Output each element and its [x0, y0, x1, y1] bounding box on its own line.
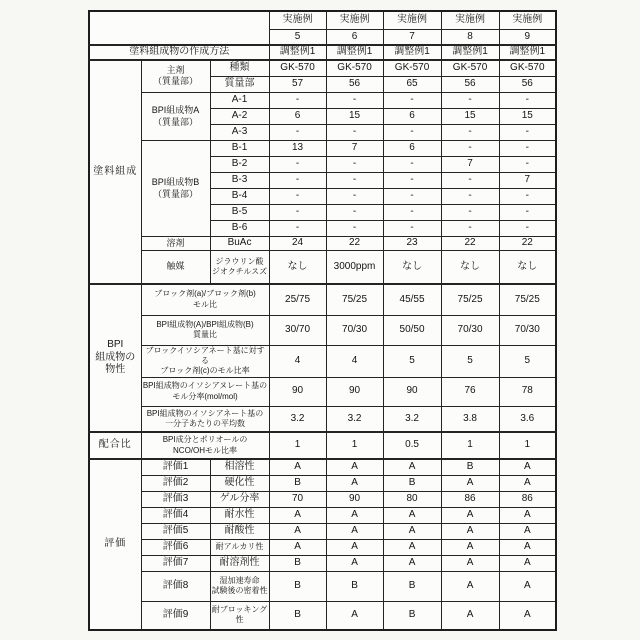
value-cell: なし: [383, 250, 441, 284]
value-cell: GK-570: [383, 60, 441, 77]
value-cell: 23: [383, 237, 441, 251]
value-cell: A: [326, 601, 383, 630]
value-cell: 70/30: [499, 315, 556, 345]
value-cell: 57: [269, 77, 326, 93]
value-cell: A: [383, 555, 441, 571]
value-cell: A: [499, 571, 556, 601]
value-cell: -: [269, 93, 326, 109]
value-cell: 7: [441, 157, 499, 173]
example-number-cell: 9: [499, 29, 556, 45]
value-cell: A: [269, 523, 326, 539]
value-cell: -: [383, 173, 441, 189]
value-cell: -: [269, 157, 326, 173]
eval-no-cell: 評価1: [141, 459, 210, 475]
value-cell: 4: [326, 345, 383, 377]
value-cell: -: [269, 189, 326, 205]
value-cell: A: [441, 475, 499, 491]
value-cell: -: [499, 125, 556, 141]
value-cell: 90: [326, 491, 383, 507]
value-cell: GK-570: [326, 60, 383, 77]
value-cell: 6: [383, 109, 441, 125]
value-cell: -: [383, 93, 441, 109]
value-cell: -: [326, 221, 383, 237]
value-cell: A: [326, 475, 383, 491]
method-value-cell: 調整例1: [499, 45, 556, 60]
value-cell: B: [383, 571, 441, 601]
value-cell: 70/30: [326, 315, 383, 345]
row-item-cell: BPI組成物のイソシアヌレート基の モル分率(mol/mol): [141, 377, 269, 406]
value-cell: なし: [441, 250, 499, 284]
eval-name-cell: 耐アルカリ性: [210, 539, 269, 555]
value-cell: B: [441, 459, 499, 475]
value-cell: 56: [441, 77, 499, 93]
value-cell: 70: [269, 491, 326, 507]
value-cell: B: [269, 601, 326, 630]
value-cell: 90: [269, 377, 326, 406]
row-item-cell: B-3: [210, 173, 269, 189]
value-cell: 7: [326, 141, 383, 157]
value-cell: 1: [269, 432, 326, 459]
value-cell: GK-570: [499, 60, 556, 77]
value-cell: 56: [326, 77, 383, 93]
value-cell: 6: [383, 141, 441, 157]
value-cell: 3.2: [383, 406, 441, 432]
value-cell: 75/25: [441, 284, 499, 315]
row-item-cell: B-4: [210, 189, 269, 205]
value-cell: B: [326, 571, 383, 601]
row-item-cell: B-1: [210, 141, 269, 157]
value-cell: B: [269, 555, 326, 571]
method-label-cell: 塗料組成物の作成方法: [89, 45, 269, 60]
eval-name-cell: 硬化性: [210, 475, 269, 491]
row-item-cell: B-2: [210, 157, 269, 173]
eval-no-cell: 評価2: [141, 475, 210, 491]
value-cell: 80: [383, 491, 441, 507]
method-value-cell: 調整例1: [326, 45, 383, 60]
eval-no-cell: 評価6: [141, 539, 210, 555]
eval-no-cell: 評価5: [141, 523, 210, 539]
value-cell: A: [383, 459, 441, 475]
eval-no-cell: 評価9: [141, 601, 210, 630]
value-cell: B: [269, 571, 326, 601]
value-cell: -: [441, 141, 499, 157]
example-header-cell: 実施例: [269, 11, 326, 29]
value-cell: -: [383, 157, 441, 173]
value-cell: 3000ppm: [326, 250, 383, 284]
value-cell: -: [441, 173, 499, 189]
value-cell: 0.5: [383, 432, 441, 459]
value-cell: -: [383, 125, 441, 141]
section-label-evaluation: 評価: [89, 459, 141, 630]
method-value-cell: 調整例1: [441, 45, 499, 60]
row-item-cell: 種類: [210, 60, 269, 77]
example-number-cell: 5: [269, 29, 326, 45]
value-cell: A: [326, 523, 383, 539]
value-cell: -: [499, 93, 556, 109]
section-label-composition: 塗料組成: [89, 60, 141, 285]
group-label-cell: 触媒: [141, 250, 210, 284]
value-cell: -: [269, 125, 326, 141]
corner-cell: [89, 11, 269, 45]
example-number-cell: 6: [326, 29, 383, 45]
example-header-cell: 実施例: [499, 11, 556, 29]
method-value-cell: 調整例1: [269, 45, 326, 60]
value-cell: -: [441, 189, 499, 205]
value-cell: 1: [499, 432, 556, 459]
value-cell: -: [499, 205, 556, 221]
value-cell: -: [269, 173, 326, 189]
value-cell: A: [269, 459, 326, 475]
value-cell: 24: [269, 237, 326, 251]
value-cell: B: [383, 475, 441, 491]
value-cell: B: [269, 475, 326, 491]
value-cell: -: [326, 205, 383, 221]
value-cell: 22: [326, 237, 383, 251]
value-cell: 86: [499, 491, 556, 507]
value-cell: -: [499, 141, 556, 157]
value-cell: 75/25: [499, 284, 556, 315]
eval-name-cell: 耐酸性: [210, 523, 269, 539]
value-cell: A: [326, 459, 383, 475]
value-cell: A: [499, 523, 556, 539]
value-cell: -: [499, 189, 556, 205]
value-cell: 45/55: [383, 284, 441, 315]
eval-no-cell: 評価4: [141, 507, 210, 523]
value-cell: 25/75: [269, 284, 326, 315]
example-header-cell: 実施例: [383, 11, 441, 29]
group-label-cell: 溶剤: [141, 237, 210, 251]
value-cell: 3.8: [441, 406, 499, 432]
value-cell: 30/70: [269, 315, 326, 345]
row-item-cell: BPI組成物(A)/BPI組成物(B) 質量比: [141, 315, 269, 345]
row-item-cell: ジラウリン酸 ジオクチルスズ: [210, 250, 269, 284]
method-value-cell: 調整例1: [383, 45, 441, 60]
value-cell: A: [383, 539, 441, 555]
eval-no-cell: 評価3: [141, 491, 210, 507]
row-item-cell: BPI成分とポリオールの NCO/OHモル比率: [141, 432, 269, 459]
value-cell: 7: [499, 173, 556, 189]
eval-name-cell: 耐ブロッキング 性: [210, 601, 269, 630]
value-cell: 3.6: [499, 406, 556, 432]
value-cell: 90: [383, 377, 441, 406]
value-cell: -: [326, 93, 383, 109]
value-cell: 15: [441, 109, 499, 125]
value-cell: A: [269, 507, 326, 523]
section-label-ratio: 配合比: [89, 432, 141, 459]
row-item-cell: B-5: [210, 205, 269, 221]
value-cell: 1: [326, 432, 383, 459]
value-cell: 78: [499, 377, 556, 406]
value-cell: 3.2: [326, 406, 383, 432]
value-cell: -: [441, 205, 499, 221]
eval-no-cell: 評価7: [141, 555, 210, 571]
example-number-cell: 7: [383, 29, 441, 45]
value-cell: 70/30: [441, 315, 499, 345]
value-cell: 22: [441, 237, 499, 251]
example-header-cell: 実施例: [326, 11, 383, 29]
row-item-cell: BuAc: [210, 237, 269, 251]
row-item-cell: BPI組成物のイソシアネート基の 一分子あたりの平均数: [141, 406, 269, 432]
value-cell: A: [326, 539, 383, 555]
value-cell: なし: [269, 250, 326, 284]
value-cell: A: [441, 539, 499, 555]
value-cell: なし: [499, 250, 556, 284]
value-cell: A: [499, 459, 556, 475]
value-cell: 56: [499, 77, 556, 93]
value-cell: -: [383, 205, 441, 221]
value-cell: A: [499, 507, 556, 523]
row-item-cell: B-6: [210, 221, 269, 237]
value-cell: A: [499, 601, 556, 630]
value-cell: -: [441, 93, 499, 109]
row-item-cell: A-1: [210, 93, 269, 109]
patent-example-table: [88, 10, 557, 631]
value-cell: -: [383, 221, 441, 237]
value-cell: -: [326, 173, 383, 189]
value-cell: A: [499, 555, 556, 571]
value-cell: A: [441, 601, 499, 630]
value-cell: A: [441, 555, 499, 571]
value-cell: -: [499, 221, 556, 237]
value-cell: GK-570: [269, 60, 326, 77]
value-cell: 22: [499, 237, 556, 251]
value-cell: A: [441, 571, 499, 601]
eval-name-cell: 耐溶剤性: [210, 555, 269, 571]
value-cell: 65: [383, 77, 441, 93]
row-item-cell: ブロックイソシアネート基に対する ブロック剤(c)のモル比率: [141, 345, 269, 377]
value-cell: 15: [499, 109, 556, 125]
value-cell: A: [499, 539, 556, 555]
group-label-cell: BPI組成物B （質量部）: [141, 141, 210, 237]
value-cell: 5: [383, 345, 441, 377]
value-cell: 1: [441, 432, 499, 459]
example-header-cell: 実施例: [441, 11, 499, 29]
value-cell: A: [269, 539, 326, 555]
group-label-cell: BPI組成物A （質量部）: [141, 93, 210, 141]
value-cell: 90: [326, 377, 383, 406]
value-cell: -: [269, 221, 326, 237]
value-cell: A: [383, 507, 441, 523]
value-cell: 4: [269, 345, 326, 377]
value-cell: 50/50: [383, 315, 441, 345]
value-cell: 5: [441, 345, 499, 377]
value-cell: -: [383, 189, 441, 205]
value-cell: -: [269, 205, 326, 221]
value-cell: 5: [499, 345, 556, 377]
row-item-cell: A-3: [210, 125, 269, 141]
value-cell: GK-570: [441, 60, 499, 77]
value-cell: 13: [269, 141, 326, 157]
row-item-cell: ブロック剤(a)/ブロック剤(b) モル比: [141, 284, 269, 315]
row-item-cell: A-2: [210, 109, 269, 125]
eval-name-cell: ゲル分率: [210, 491, 269, 507]
value-cell: 6: [269, 109, 326, 125]
value-cell: A: [441, 507, 499, 523]
value-cell: -: [326, 125, 383, 141]
value-cell: 76: [441, 377, 499, 406]
value-cell: B: [383, 601, 441, 630]
eval-name-cell: 湿加速寿命 試験後の密着性: [210, 571, 269, 601]
value-cell: 15: [326, 109, 383, 125]
eval-name-cell: 相溶性: [210, 459, 269, 475]
value-cell: A: [441, 523, 499, 539]
eval-no-cell: 評価8: [141, 571, 210, 601]
row-item-cell: 質量部: [210, 77, 269, 93]
value-cell: A: [326, 507, 383, 523]
value-cell: 3.2: [269, 406, 326, 432]
value-cell: -: [326, 189, 383, 205]
value-cell: A: [499, 475, 556, 491]
value-cell: -: [441, 125, 499, 141]
section-label-properties: BPI 組成物の 物性: [89, 284, 141, 432]
example-number-cell: 8: [441, 29, 499, 45]
group-label-cell: 主剤 （質量部）: [141, 60, 210, 93]
value-cell: A: [383, 523, 441, 539]
value-cell: -: [499, 157, 556, 173]
value-cell: 75/25: [326, 284, 383, 315]
value-cell: 86: [441, 491, 499, 507]
value-cell: -: [326, 157, 383, 173]
value-cell: -: [441, 221, 499, 237]
eval-name-cell: 耐水性: [210, 507, 269, 523]
value-cell: A: [326, 555, 383, 571]
